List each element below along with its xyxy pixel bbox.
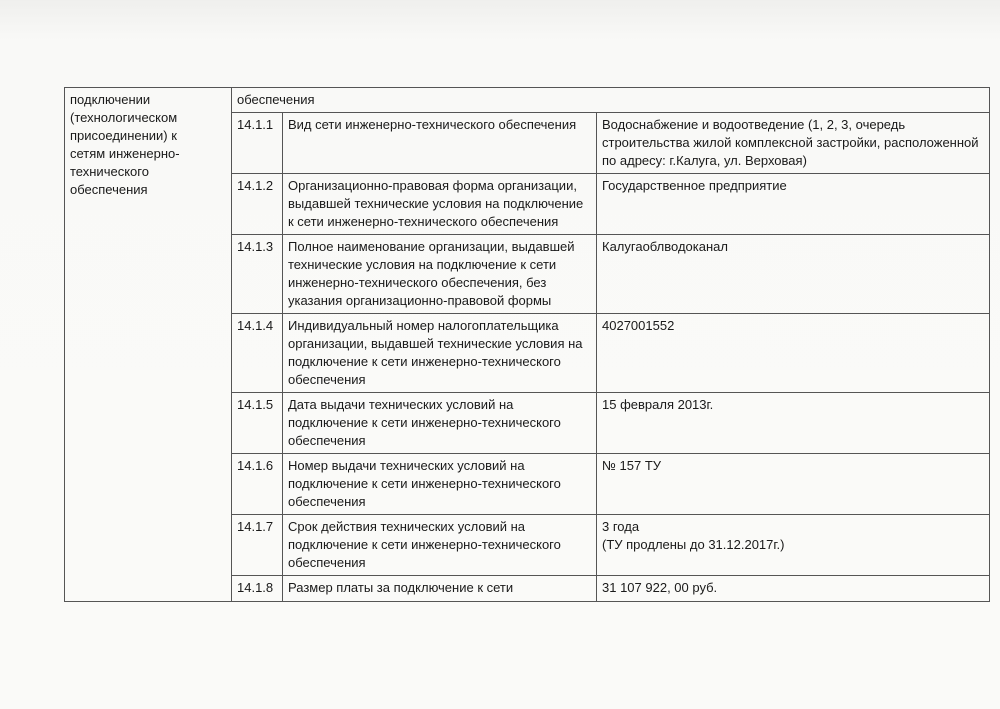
row-value: № 157 ТУ bbox=[597, 454, 990, 515]
row-value: 4027001552 bbox=[597, 314, 990, 393]
row-number: 14.1.2 bbox=[232, 174, 283, 235]
row-label: Номер выдачи технических условий на подключение к сети инженерно-технического обеспечения bbox=[283, 454, 597, 515]
row-value: 3 года (ТУ продлены до 31.12.2017г.) bbox=[597, 515, 990, 576]
row-label: Размер платы за подключение к сети bbox=[283, 576, 597, 602]
row-number: 14.1.4 bbox=[232, 314, 283, 393]
row-number: 14.1.5 bbox=[232, 393, 283, 454]
row-number: 14.1.1 bbox=[232, 113, 283, 174]
row-label: Организационно-правовая форма организации, выдавшей технические условия на подключение к сети инженерно-технического обеспечения bbox=[283, 174, 597, 235]
row-label: Дата выдачи технических условий на подключение к сети инженерно-технического обеспечения bbox=[283, 393, 597, 454]
row-label: Индивидуальный номер налогоплательщика организации, выдавшей технические условия на подключение к сети инженерно-технического обеспечения bbox=[283, 314, 597, 393]
row-number: 14.1.8 bbox=[232, 576, 283, 602]
table-row bbox=[65, 88, 990, 113]
row-value: 15 февраля 2013г. bbox=[597, 393, 990, 454]
row-value: 31 107 922, 00 руб. bbox=[597, 576, 990, 602]
row-label: Полное наименование организации, выдавшей технические условия на подключение к сети инженерно-технического обеспечения, без указания организационно-правовой формы bbox=[283, 235, 597, 314]
row-number: 14.1.6 bbox=[232, 454, 283, 515]
header-continuation: обеспечения bbox=[232, 88, 990, 113]
row-value: Водоснабжение и водоотведение (1, 2, 3, очередь строительства жилой комплексной застройки, расположенной по адресу: г.Калуга, ул. Верховая) bbox=[597, 113, 990, 174]
row-label: Вид сети инженерно-технического обеспечения bbox=[283, 113, 597, 174]
row-value: Калугаоблводоканал bbox=[597, 235, 990, 314]
row-number: 14.1.3 bbox=[232, 235, 283, 314]
section-label: подключении (технологическом присоединении) к сетям инженерно- технического обеспечения bbox=[65, 88, 232, 602]
row-label: Срок действия технических условий на подключение к сети инженерно-технического обеспечения bbox=[283, 515, 597, 576]
row-number: 14.1.7 bbox=[232, 515, 283, 576]
row-value: Государственное предприятие bbox=[597, 174, 990, 235]
connection-conditions-table bbox=[64, 87, 990, 602]
